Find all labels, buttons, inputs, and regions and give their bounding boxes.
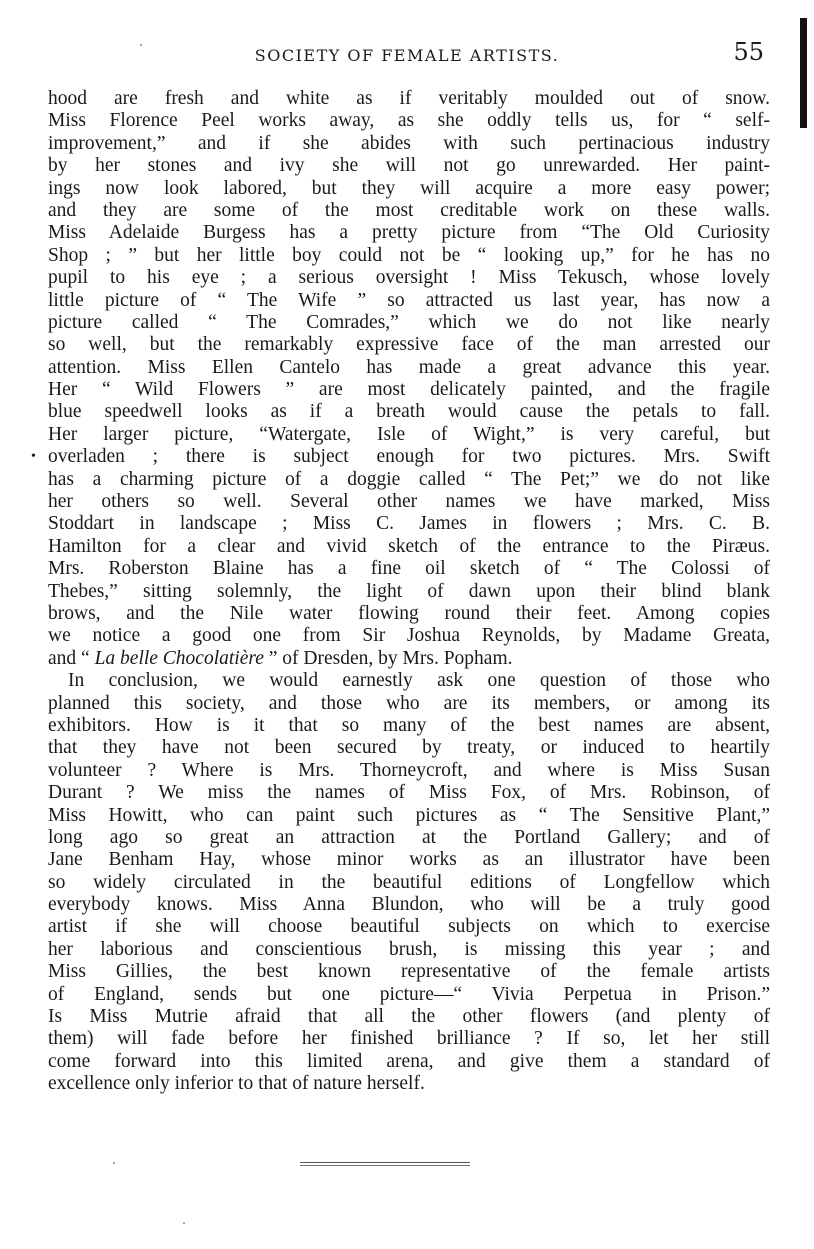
text-line: Thebes,” sitting solemnly, the light of dawn upon their blind blank (48, 580, 770, 602)
text-line: Her “ Wild Flowers ” are most delicately painted, and the fragile (48, 379, 770, 401)
article-body (31, 88, 770, 1096)
text-line: hood are fresh and white as if veritably moulded out of snow. (48, 88, 770, 109)
text-line: little picture of “ The Wife ” so attracted us last year, has now a (48, 289, 770, 311)
text-line: her laborious and conscientious brush, is missing this year ; and (48, 938, 770, 960)
text-line: Stoddart in landscape ; Miss C. James in flowers ; Mrs. C. B. (48, 513, 770, 535)
text-line: and they are some of the most creditable work on these walls. (48, 199, 770, 221)
print-speck (183, 1222, 185, 1224)
last-line-suffix: ” of Dresden, by Mrs. Popham. (263, 647, 513, 669)
print-speck (140, 44, 142, 46)
text-line: Miss Florence Peel works away, as she oddly tells us, for “ self- (48, 110, 770, 132)
page-edge-bar (800, 18, 807, 128)
text-line: come forward into this limited arena, and give them a standard of (48, 1050, 770, 1072)
last-line-prefix: and “ (48, 647, 95, 669)
text-line: Miss Gillies, the best known representative of the female artists (48, 961, 770, 983)
page-number: 55 (733, 38, 764, 66)
text-line: so well, but the remarkably expressive face of the man arrested our (48, 334, 770, 356)
italic-title: La belle Chocolatière (94, 647, 264, 669)
text-line: planned this society, and those who are its members, or among its (48, 692, 770, 714)
print-speck (113, 1162, 115, 1164)
text-line: Shop ; ” but her little boy could not be “ looking up,” for he has no (48, 244, 770, 266)
text-line: brows, and the Nile water flowing round their feet. Among copies (48, 602, 770, 624)
text-line: by her stones and ivy she will not go unrewarded. Her paint- (48, 155, 770, 177)
text-line: Hamilton for a clear and vivid sketch of the entrance to the Piræus. (48, 535, 770, 557)
running-title: SOCIETY OF FEMALE ARTISTS. (254, 46, 560, 65)
text-line: so widely circulated in the beautiful editions of Longfellow which (48, 871, 770, 893)
text-line: her others so well. Several other names we have marked, Miss (48, 491, 770, 513)
paragraph-1-last-line (34, 648, 770, 670)
paragraph-1 (31, 88, 770, 648)
text-line: long ago so great an attraction at the Portland Gallery; and of (48, 826, 770, 848)
paragraph-2 (34, 670, 770, 1095)
section-end-rule-lower (300, 1165, 470, 1166)
text-line: Her larger picture, “Watergate, Isle of Wight,” is very careful, but (48, 423, 770, 445)
text-line: has a charming picture of a doggie called “ The Pet;” we do not like (48, 468, 770, 490)
text-line: • overladen ; there is subject enough for two pictures. Mrs. Swift (31, 446, 770, 468)
text-line: Durant ? We miss the names of Miss Fox, of Mrs. Robinson, of (48, 782, 770, 804)
text-line: Mrs. Roberston Blaine has a fine oil sketch of “ The Colossi of (48, 558, 770, 580)
text-line: everybody knows. Miss Anna Blundon, who will be a truly good (48, 894, 770, 916)
text-line: picture called “ The Comrades,” which we do not like nearly (48, 311, 770, 333)
text-line: pupil to his eye ; a serious oversight ! Miss Tekusch, whose lovely (48, 267, 770, 289)
text-line: artist if she will choose beautiful subjects on which to exercise (48, 916, 770, 938)
text-line: that they have not been secured by treaty, or induced to heartily (48, 737, 770, 759)
text-line: Miss Adelaide Burgess has a pretty picture from “The Old Curiosity (48, 222, 770, 244)
section-end-rule (300, 1162, 470, 1163)
text-line: In conclusion, we would earnestly ask one question of those who (68, 670, 770, 692)
text-line: Jane Benham Hay, whose minor works as an illustrator have been (48, 849, 770, 871)
text-line: attention. Miss Ellen Cantelo has made a great advance this year. (48, 356, 770, 378)
text-line: blue speedwell looks as if a breath would cause the petals to fall. (48, 401, 770, 423)
margin-bullet-mark: • (31, 449, 36, 465)
text-line: of England, sends but one picture—“ Vivia Perpetua in Prison.” (48, 983, 770, 1005)
text-line: Miss Howitt, who can paint such pictures as “ The Sensitive Plant,” (48, 804, 770, 826)
text-line: we notice a good one from Sir Joshua Reynolds, by Madame Greata, (48, 625, 770, 647)
text-line: exhibitors. How is it that so many of the best names are absent, (48, 714, 770, 736)
text-line: them) will fade before her finished brilliance ? If so, let her still (48, 1028, 770, 1050)
text-line: ings now look labored, but they will acquire a more easy power; (48, 177, 770, 199)
page-header (0, 38, 814, 68)
text-line: excellence only inferior to that of nature herself. (48, 1073, 425, 1095)
text-line: improvement,” and if she abides with such pertinacious industry (48, 132, 770, 154)
text-line: Is Miss Mutrie afraid that all the other flowers (and plenty of (48, 1006, 770, 1028)
text-line: volunteer ? Where is Mrs. Thorneycroft, and where is Miss Susan (48, 759, 770, 781)
